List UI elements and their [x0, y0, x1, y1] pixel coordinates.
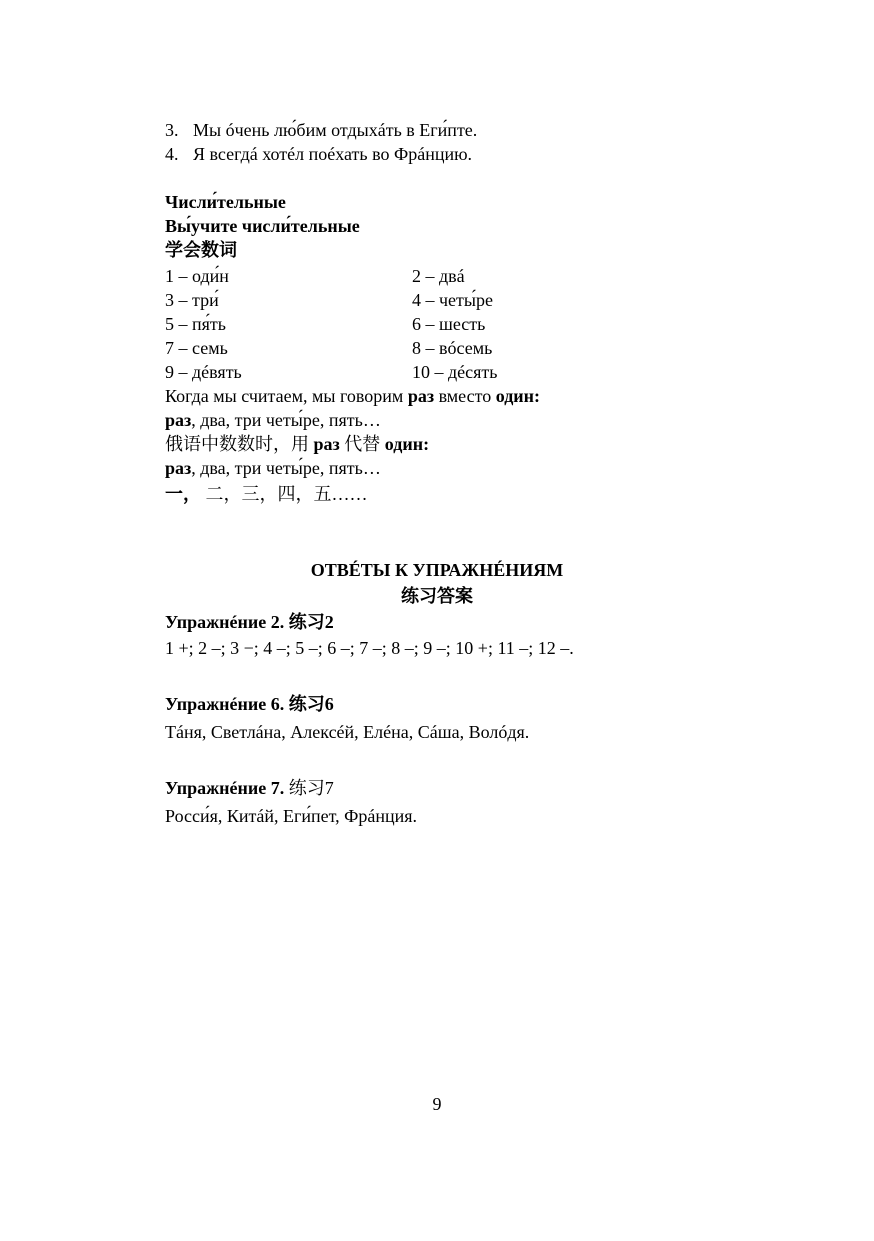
- exercise-6-answer: Тáня, Светлáна, Алексéй, Елéна, Сáша, Волóдя.: [165, 722, 530, 742]
- list-item: [165, 142, 472, 166]
- exercise-7-title-bold: Упражнéние 7.: [165, 778, 285, 798]
- exercise-6-title: Упражнéние 6. 练习6: [165, 694, 334, 714]
- note-text: 代替: [339, 434, 385, 454]
- note-text: 二，三，四，五……: [201, 484, 368, 504]
- note-line-2: [165, 408, 381, 432]
- exercise-7-answer: Росси́я, Китáй, Еги́пет, Фрáнция.: [165, 806, 418, 826]
- note-line-1: [165, 384, 540, 408]
- numeral-right: 4 – четы́ре: [412, 290, 493, 310]
- note-text: 俄语中数数时，用: [165, 434, 314, 454]
- exercise-7-title-rest: 练习7: [284, 778, 334, 798]
- exercise-2-answer: 1 +; 2 –; 3 −; 4 –; 5 –; 6 –; 7 –; 8 –; 9 –; 10 +; 11 –; 12 –.: [165, 638, 574, 658]
- note-line-5: [165, 482, 368, 506]
- numeral-left: 3 – три́: [165, 290, 219, 310]
- list-number: 4.: [165, 144, 179, 164]
- list-text: Я всегдá хотéл поéхать во Фрáнцию.: [193, 144, 473, 164]
- note-text: , два, три четы́ре, пять…: [191, 458, 381, 478]
- numeral-left: 1 – оди́н: [165, 266, 229, 286]
- numeral-right: 6 – шесть: [412, 314, 486, 334]
- note-text: Когда мы считаем, мы говорим: [165, 386, 408, 406]
- note-bold-raz: раз: [165, 458, 192, 478]
- note-bold-raz: раз: [407, 386, 435, 406]
- exercise-2-title: Упражнéние 2. 练习2: [165, 612, 334, 632]
- note-line-3: [165, 432, 429, 456]
- note-text: вместо: [434, 386, 496, 406]
- numeral-left: 7 – семь: [165, 338, 228, 358]
- note-text: , два, три четы́ре, пять…: [191, 410, 381, 430]
- answers-title: ОТВÉТЫ К УПРАЖНÉНИЯМ: [310, 560, 564, 580]
- section-title: Числи́тельные: [165, 192, 286, 212]
- numeral-right: 2 – двá: [412, 266, 465, 286]
- numeral-left: 9 – дéвять: [165, 362, 242, 382]
- section-subtitle: Вы́учите числи́тельные: [165, 216, 360, 236]
- list-text: Мы óчень лю́бим отдыхáть в Еги́пте.: [193, 120, 478, 140]
- answers-title-zh: 练习答案: [401, 586, 473, 606]
- note-bold-odin: один:: [384, 434, 430, 454]
- list-item: [165, 118, 477, 142]
- note-line-4: [165, 456, 381, 480]
- numeral-right: 8 – вóсемь: [412, 338, 493, 358]
- exercise-7-title: [165, 776, 334, 800]
- list-number: 3.: [165, 120, 179, 140]
- note-bold-one: 一，: [165, 484, 201, 504]
- note-bold-raz: раз: [165, 410, 192, 430]
- page-number: 9: [432, 1094, 442, 1114]
- section-subtitle-zh: 学会数词: [165, 240, 237, 260]
- numeral-right: 10 – дéсять: [412, 362, 498, 382]
- note-bold-raz: раз: [313, 434, 340, 454]
- note-bold-odin: один:: [495, 386, 541, 406]
- numeral-left: 5 – пя́ть: [165, 314, 226, 334]
